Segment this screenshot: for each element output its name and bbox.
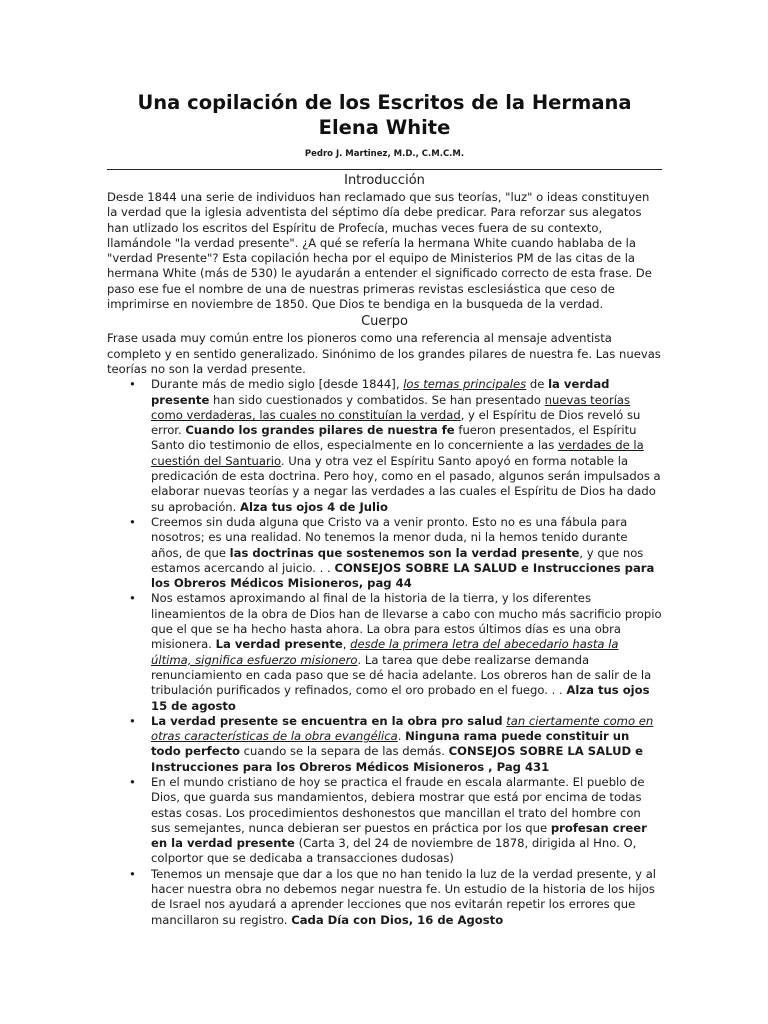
quote-text-run: . Una y otra vez el Espíritu Santo apoyó en forma notable la predicación de esta doctrina. Pero hoy, como en el pasado, algunos serán impulsados a elaborar nuevas teorías y a negar las verdades a las cuales el Espíritu de Dios ha dado su aprobación.	[151, 453, 661, 514]
quote-text-run: , y que nos estamos acercando al juicio. . .	[151, 545, 644, 575]
quote-text-run: La verdad presente	[215, 637, 343, 652]
quote-text-run: las doctrinas que sostenemos son la verdad presente	[229, 545, 580, 560]
heading-cuerpo: Cuerpo	[361, 314, 408, 330]
quote-item	[107, 591, 662, 713]
quote-text-run: CONSEJOS SOBRE LA SALUD e Instrucciones para los Obreros Médicos Misioneros , Pag 431	[151, 744, 644, 774]
quote-text-run: CONSEJOS SOBRE LA SALUD e Instrucciones para los Obreros Médicos Misioneros, pag 44	[151, 560, 655, 591]
quote-text-run: Cada Día con Dios, 16 de Agosto	[291, 912, 504, 927]
quote-item	[107, 377, 662, 515]
heading-introduccion: Introducción	[344, 173, 425, 188]
quote-text-run: La verdad presente se encuentra en la obra pro salud	[151, 713, 503, 728]
cuerpo-intro-paragraph: Frase usada muy común entre los pioneros como una referencia al mensaje adventista completo y en sentido generalizado. Sinónimo de los grandes pilares de nuestra fe. Las nuevas teorías no son la verdad presente.	[107, 331, 661, 376]
quote-text-run: Creemos sin duda alguna que Cristo va a venir pronto. Esto no es una fábula para nosotros; es una realidad. No tenemos la menor duda, ni la hemos tenido durante años, de que	[151, 514, 628, 560]
quote-item	[107, 714, 662, 775]
document-page	[107, 90, 662, 928]
quote-text-run: Ninguna rama puede constituir un todo perfecto	[151, 729, 630, 759]
quote-text-run: cuando se la separa de las demás.	[239, 744, 449, 759]
header-divider	[107, 169, 662, 170]
quote-text-run: Alza tus ojos 15 de agosto	[151, 683, 650, 713]
quote-text-run: ,	[342, 637, 351, 652]
bullet-marker: •	[129, 514, 136, 529]
cuerpo-quote-list	[107, 377, 662, 928]
quote-text-run: . La tarea que debe realizarse demanda renunciamiento en cada paso que se dé hacia adelante. Los obreros han de salir de la tribulación purificados y refinados, como el oro probado en el fuego. . .	[151, 652, 652, 698]
quote-text-run: la verdad presente	[151, 377, 610, 407]
bullet-marker: •	[129, 377, 136, 392]
quote-text-run: (Carta 3, del 24 de noviembre de 1878, dirigida al Hno. O, colportor que se dedicaba a transacciones dudosas)	[151, 836, 637, 866]
quote-text-run: Durante más de medio siglo [desde 1844],	[151, 377, 404, 392]
introduccion-paragraph: Desde 1844 una serie de individuos han reclamado que sus teorías, "luz" o ideas constituyen la verdad que la iglesia adventista del séptimo día debe predicar. Para reforzar sus alegatos han utlizado los escritos del Espíritu de Profecía, muchas veces fuera de su contexto, llamándole "la verdad presente". ¿A qué se refería la hermana White cuando hablaba de la "verdad Presente"? Esta copilación hecha por el equipo de Ministerios PM de las citas de la hermana White (más de 530) le ayudarán a entender el significado correcto de esta frase. De paso ese fue el nombre de una de nuestras primeras revistas esclesiástica que ceso de imprimirse en noviembre de 1850. Que Dios te bendiga en la busqueda de la verdad.	[107, 190, 652, 312]
quote-text-run: de	[526, 377, 549, 392]
quote-text-run: Tenemos un mensaje que dar a los que no han tenido la luz de la verdad presente, y al hacer nuestra obra no debemos negar nuestra fe. Un estudio de la historia de los hijos de Israel nos ayudará a aprender lecciones que nos evitarán repetir los errores que mancillaron su registro.	[151, 866, 657, 927]
quote-text-run: verdades de la cuestión del Santuario	[151, 438, 644, 468]
quote-text-run: fueron presentados, el Espíritu Santo dio testimonio de ellos, especialmente en lo concerniente a las	[151, 423, 637, 453]
bullet-marker: •	[129, 713, 136, 728]
document-title: Una copilación de los Escritos de la Hermana Elena White	[137, 91, 632, 139]
quote-text-run: los temas principales	[403, 377, 527, 392]
bullet-marker: •	[129, 866, 136, 881]
quote-text-run: .	[397, 729, 406, 744]
quote-text-run: , y el Espíritu de Dios reveló su error.	[151, 407, 641, 438]
quote-text-run: tan ciertamente como en otras características de la obra evangélica	[151, 713, 654, 744]
quote-item	[107, 515, 662, 591]
bullet-marker: •	[129, 774, 136, 789]
quote-item	[107, 867, 662, 928]
quote-text-run: Cuando los grandes pilares de nuestra fe	[185, 423, 455, 438]
bullet-marker: •	[129, 591, 136, 606]
quote-text-run: desde la primera letra del abecedario hasta la última, significa esfuerzo misionero	[151, 637, 619, 667]
quote-text-run: En el mundo cristiano de hoy se practica el fraude en escala alarmante. El pueblo de Dios, que guarda sus mandamientos, debiera mostrar que está por encima de todas estas cosas. Los procedimientos deshonestos que mancillan el trato del hombre con sus semejantes, nunca debieran ser puestos en práctica por los que	[151, 774, 645, 835]
quote-text-run: nuevas teorías como verdaderas, las cuales no constituían la verdad	[151, 392, 631, 422]
quote-text-run: Nos estamos aproximando al final de la historia de la tierra, y los diferentes lineamientos de la obra de Dios han de llevarse a cabo con mucho más sacrificio propio que el que se ha hecho hasta ahora. La obra para estos últimos días es una obra misionera.	[151, 591, 662, 652]
quote-text-run: Alza tus ojos 4 de Julio	[240, 499, 388, 514]
author-line: Pedro J. Martinez, M.D., C.M.C.M.	[304, 149, 465, 159]
quote-text-run: profesan creer en la verdad presente	[151, 820, 647, 851]
quote-text-run: han sido cuestionados y combatidos. Se han presentado	[209, 392, 545, 407]
quote-item	[107, 775, 662, 867]
